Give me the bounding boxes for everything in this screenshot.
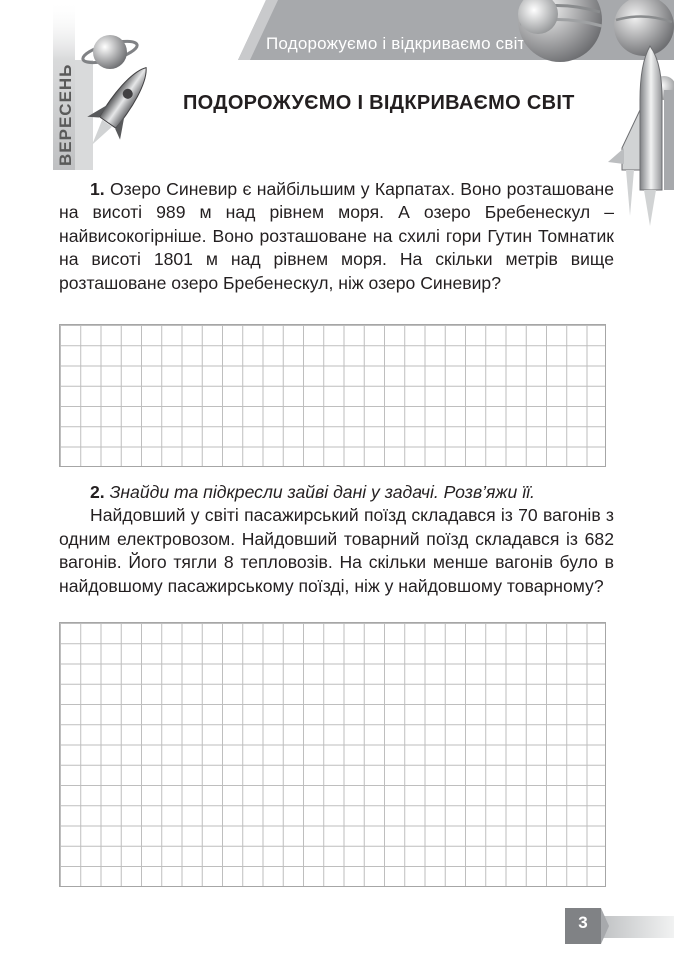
answer-grid-2[interactable] [59, 622, 606, 887]
answer-grid-1[interactable] [59, 324, 606, 467]
rocket-icon [72, 22, 162, 162]
header-banner-title: Подорожуємо і відкриваємо світ [266, 34, 526, 53]
task-2-text: Найдовший у світі пасажирський поїзд складався із 70 вагонів з одним електровозом. Найдовший товарний поїзд складався із 682 вагонів. Його тягли 8 тепловозів. На скільки менше вагонів було в найдовшому пасажирському поїзді, ніж у найдовшому товарному? [59, 505, 614, 596]
page-title: ПОДОРОЖУЄМО І ВІДКРИВАЄМО СВІТ [183, 92, 575, 114]
page-number: 3 [578, 913, 588, 932]
task-2 [59, 481, 614, 598]
space-shuttle-icon [604, 40, 674, 230]
task-1-text: Озеро Синевир є найбільшим у Карпатах. Воно розташоване на висоті 989 м над рівнем моря. А озеро Бребенескул – найвисокогірніше. Воно розташоване на схилі гори Гутин Томнатик на висоті 1801 м над рівнем моря. На скільки метрів вище розташоване озеро Бребенескул, ніж озеро Синевир? [59, 179, 614, 293]
task-2-number: 2. [90, 482, 105, 502]
task-1 [59, 178, 614, 295]
task-2-instruction: Знайди та підкресли зайві дані у задачі. Розв’яжи її. [109, 482, 535, 502]
task-1-number: 1. [90, 179, 105, 199]
month-label: ВЕРЕСЕНЬ [56, 63, 75, 166]
